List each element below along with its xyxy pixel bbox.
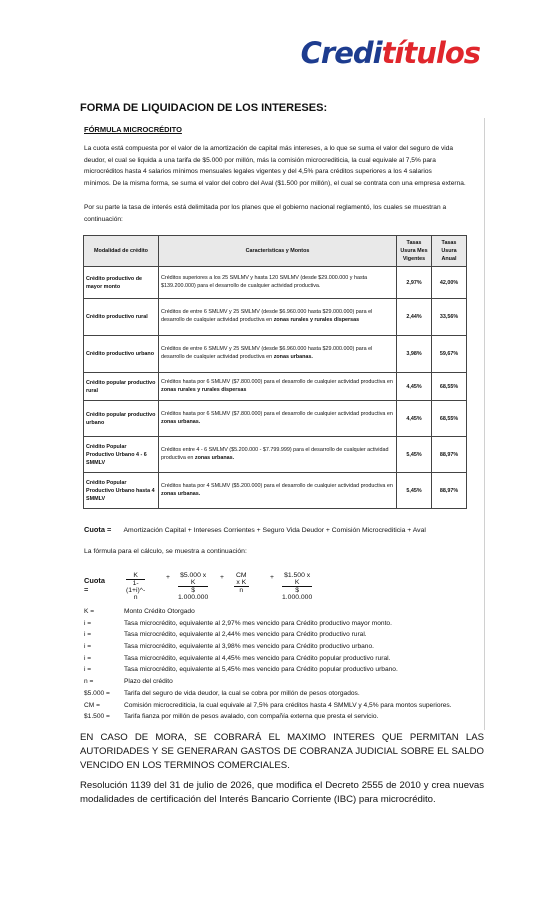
table-row: Crédito productivo urbano Créditos de entre 6 SMLMV y 25 SMLMV (desde $6.960.000 hasta $29.000.000) para el desarrollo de cualquier actividad productiva en zonas urbanas. 3,98% 59,67% [84, 336, 467, 373]
table-row: Crédito Popular Productivo Urbano 4 - 6 SMMLV Créditos entre 4 - 6 SMLMV ($5.200.000 - $7.799.999) para el desarrollo de cualquier actividad productiva en zonas urbanas. 5,45% 88,97% [84, 437, 467, 473]
header-tasa-anual: Tasas Usura Anual [432, 236, 467, 267]
definition-row: i = Tasa microcrédito, equivalente al 5,45% mes vencido para Crédito popular productivo urbano. [84, 666, 398, 674]
creditulos-logo: Creditítulos [300, 36, 480, 70]
formula-term-amortization: $\frac{K}{1-(1+i)\^{}-n}$ [126, 572, 146, 601]
table-header-row [84, 236, 467, 267]
header-modalidad: Modalidad de crédito [84, 236, 159, 267]
formula-subtitle: FÓRMULA MICROCRÉDITO [84, 125, 182, 134]
header-tasa-mes: Tasas Usura Mes Vigentes [397, 236, 432, 267]
table-row: Crédito popular productivo urbano Créditos hasta por 6 SMLMV ($7.800.000) para el desarrollo de cualquier actividad productiva en zonas urbanas. 4,45% 68,55% [84, 401, 467, 437]
definition-row: $1.500 = Tarifa fianza por millón de pesos avalado, con compañía externa que presta el servicio. [84, 713, 379, 721]
table-row: Crédito productivo rural Créditos de entre 6 SMLMV y 25 SMLMV (desde $6.960.000 hasta $29.000.000) para el desarrollo de cualquier actividad productiva en zonas rurales y rurales dispersas 2,44% 33,56% [84, 299, 467, 336]
definition-row: i = Tasa microcrédito, equivalente al 4,45% mes vencido para Crédito popular productivo rural. [84, 654, 391, 662]
rates-table [83, 235, 467, 509]
definition-row: $5.000 = Tarifa del seguro de vida deudor, la cual se cobra por millón de pesos otorgados. [84, 689, 360, 697]
embedded-document: FÓRMULA MICROCRÉDITO La cuota está compuesta por el valor de la amortización de capital más intereses, a lo que se suma el valor del seguro de vida deudor, el cual se liquida a una tarifa de $5.000 por millón, más la comisión microcrediticia, la cual equivale al 7,5% para microcréditos hasta 4 salarios mínimos mensuales legales vigentes y del 4,5% para créditos superiores a los 4 salarios mínimos. De la misma forma, se suma el valor del cobro del Aval ($1.500 por millón), el cual se contrata con una empresa externa. Por su parte la tasa de interés está delimitada por los planes que el gobierno nacional reglamentó, los cuales se muestran a continuación: Modalidad de crédito Características y Montos Tasas Usura Mes Vigentes Tasas Usura Anual Crédito productivo de mayor monto Créditos superiores a los 25 SMLMV y hasta 120 SMLMV (desde $29.000.000 y hasta $139.200.000) para el desarrollo de cualquier actividad productiva. 2,97% 42,00% Crédito productivo rural Créditos de entre 6 SMLMV y 25 SMLMV (desde $6.960.000 hasta $29.000.000) para el desarrollo de cualquier actividad productiva en zonas rurales y rurales dispersas 2,44% 33,56% Crédito productivo urbano Créditos de entre 6 SMLMV y 25 SMLMV (desde $6.960.000 hasta $29.000.000) para el desarrollo de cualquier actividad productiva en zonas urbanas. 3,98% 59,67% Crédito popular productivo rural Créditos hasta por 6 SMLMV ($7.800.000) para el desarrollo de cualquier actividad productiva en zonas rurales y rurales dispersas 4,45% 68,55% Crédito popular productivo urbano Créditos hasta por 6 SMLMV ($7.800.000) para el desarrollo de cualquier actividad productiva en zonas urbanas. 4,45% 68,55% Crédito Popular Productivo Urbano 4 - 6 SMMLV Créditos entre 4 - 6 SMLMV ($5.200.000 - $7.799.999) para el desarrollo de cualquier actividad productiva en zonas urbanas. 5,45% 88,97% Crédito Popular Productivo Urbano hasta 4 SMMLV Créditos hasta por 4 SMLMV ($5.200.000) para el desarrollo de cualquier actividad productiva en zonas urbanas. 5,45% 88,97% Cuota = Amortización Capital + Intereses Corrientes + Seguro Vida Deudor + Comisión Microcrediticia + Aval La fórmula para el cálculo, se muestra a continuación: Cuota = $\frac{K}{1-(1+i)\^{}-n}$ + $\frac{\text{\$5.000 x K}}{\$ 1.000.000}$ + $\frac{\text{CM x K}}{n}$ + $\frac{\text{\$1.500 x K}}{\$ 1.000.000}$ K = Monto Crédito Otorgado i = Tasa microcrédito, equivalente al 2,97% mes vencido para Crédito productivo mayor monto. i = Tasa microcrédito, equivalente al 2,44% mes vencido para Crédito productivo rural. i = Tasa microcrédito, equivalente al 3,98% mes vencido para Crédito productivo urbano. i = Tasa microcrédito, equivalente al 4,45% mes vencido para Crédito popular productivo rural. i = Tasa microcrédito, equivalente al 5,45% mes vencido para Crédito popular productivo urbano. n = Plazo del crédito $5.000 = Tarifa del seguro de vida deudor, la cual se cobra por millón de pesos otorgados. CM = Comisión microcrediticia, la cual equivale al 7,5% para créditos hasta 4 SMMLV y 4,5% para montos superiores. $1.500 = Tarifa fianza por millón de pesos avalado, con compañía externa que presta el servicio. [80, 118, 485, 730]
table-row: Crédito productivo de mayor monto Créditos superiores a los 25 SMLMV y hasta 120 SMLMV (desde $29.000.000 y hasta $139.200.000) para el desarrollo de cualquier actividad productiva. 2,97% 42,00% [84, 267, 467, 299]
definition-row: i = Tasa microcrédito, equivalente al 2,97% mes vencido para Crédito productivo mayor monto. [84, 619, 392, 627]
tasa-paragraph: Por su parte la tasa de interés está delimitada por los planes que el gobierno nacional reglamentó, los cuales se muestran a continuación: [84, 204, 447, 223]
definition-row: n = Plazo del crédito [84, 678, 173, 686]
definition-row: K = Monto Crédito Otorgado [84, 608, 195, 615]
formula-term-comision: $\frac{\text{CM x K}}{n}$ [236, 572, 247, 594]
definition-row: i = Tasa microcrédito, equivalente al 3,98% mes vencido para Crédito productivo urbano. [84, 643, 374, 651]
mora-notice: EN CASO DE MORA, SE COBRARÁ EL MAXIMO INTERES QUE PERMITAN LAS AUTORIDADES Y SE GENERARAN GASTOS DE COBRANZA JUDICIAL SOBRE EL SALDO VENCIDO EN LOS TERMINOS COMERCIALES. [80, 732, 484, 772]
variable-definitions [84, 608, 452, 725]
resolucion-note: Resolución 1139 del 31 de julio de 2026, que modifica el Decreto 2555 de 2010 y crea nuevas modalidades de certificación del Interés Bancario Corriente (IBC) para microcrédito. [80, 780, 484, 806]
definition-row: CM = Comisión microcrediticia, la cual equivale al 7,5% para créditos hasta 4 SMMLV y 4,5% para montos superiores. [84, 701, 452, 709]
formula-intro: La fórmula para el cálculo, se muestra a continuación: [84, 548, 247, 555]
table-row: Crédito popular productivo rural Créditos hasta por 6 SMLMV ($7.800.000) para el desarrollo de cualquier actividad productiva en zonas rurales y rurales dispersas 4,45% 68,55% [84, 373, 467, 401]
formula-term-seguro: $\frac{\text{\$5.000 x K}}{\$ 1.000.000}$ [178, 572, 209, 601]
table-row: Crédito Popular Productivo Urbano hasta 4 SMMLV Créditos hasta por 4 SMLMV ($5.200.000) para el desarrollo de cualquier actividad productiva en zonas urbanas. 5,45% 88,97% [84, 473, 467, 509]
section-title: FORMA DE LIQUIDACION DE LOS INTERESES: [80, 102, 328, 114]
cuota-paragraph: La cuota está compuesta por el valor de la amortización de capital más intereses, a lo que se suma el valor del seguro de vida deudor, el cual se liquida a una tarifa de $5.000 por millón, más la comisión microcrediticia, la cual equivale al 7,5% para microcréditos hasta 4 salarios mínimos mensuales legales vigentes y del 4,5% para créditos superiores a los 4 salarios mínimos. De la misma forma, se suma el valor del cobro del Aval ($1.500 por millón), el cual se contrata con una empresa externa. [84, 145, 466, 187]
definition-row: i = Tasa microcrédito, equivalente al 2,44% mes vencido para Crédito productivo rural. [84, 631, 367, 639]
cuota-definition: Cuota = Amortización Capital + Intereses Corrientes + Seguro Vida Deudor + Comisión Microcrediticia + Aval [84, 525, 426, 534]
header-caracteristicas: Características y Montos [159, 236, 397, 267]
formula-term-aval: $\frac{\text{\$1.500 x K}}{\$ 1.000.000}$ [282, 572, 313, 601]
